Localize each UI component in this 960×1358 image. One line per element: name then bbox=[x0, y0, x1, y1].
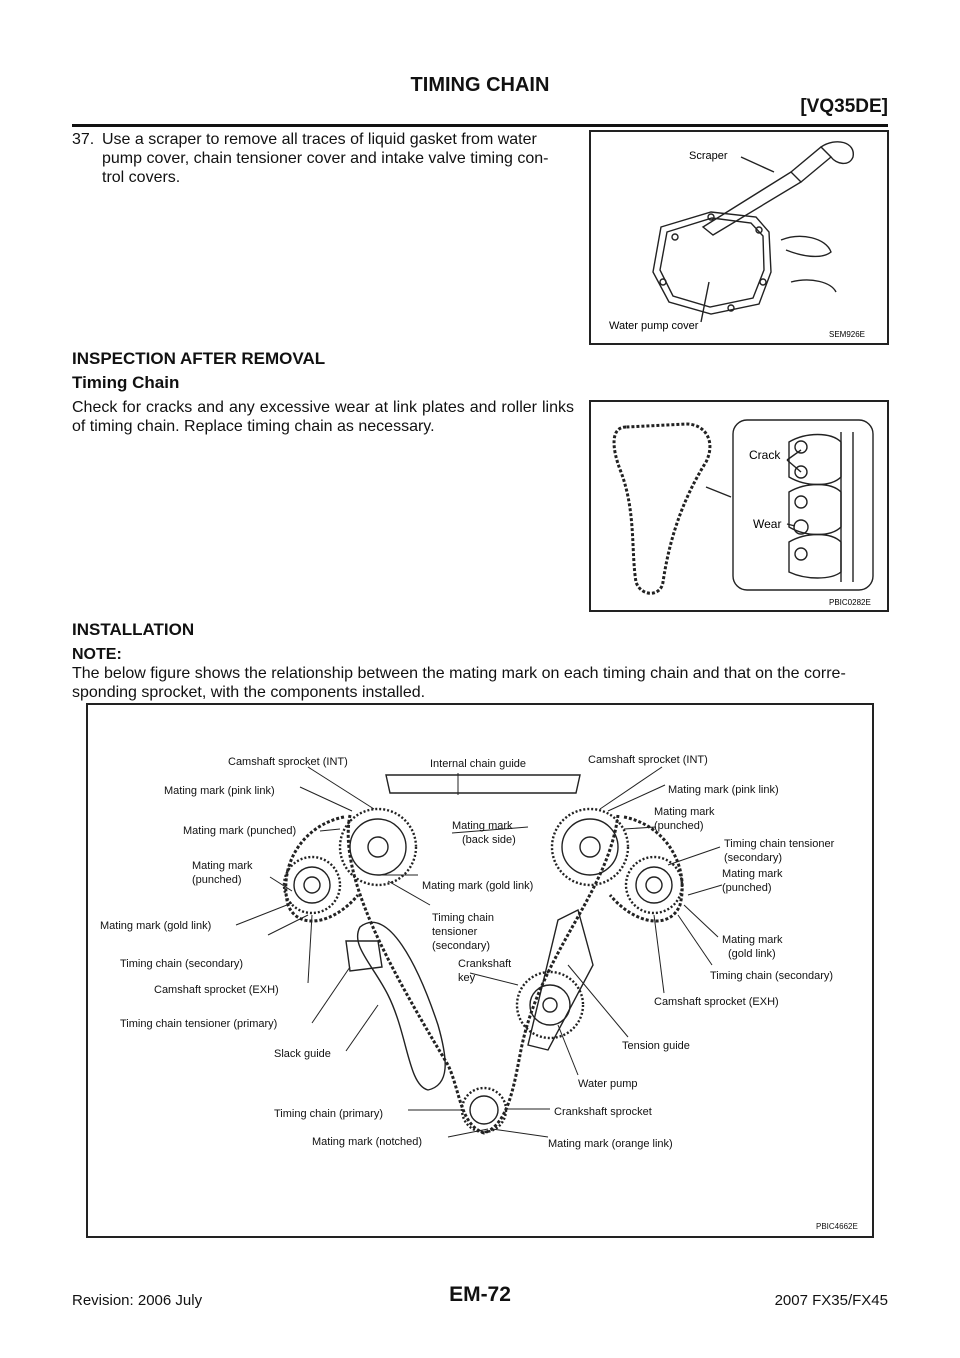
label-cam-int-right: Camshaft sprocket (INT) bbox=[588, 754, 708, 766]
label-mm-punched-r2-2: (punched) bbox=[722, 882, 772, 894]
crack-label: Crack bbox=[749, 448, 781, 462]
label-cam-int-left: Camshaft sprocket (INT) bbox=[228, 756, 348, 768]
timing-chain-figure bbox=[86, 703, 874, 1238]
label-tension-guide: Tension guide bbox=[622, 1040, 690, 1052]
footer-revision: Revision: 2006 July bbox=[72, 1292, 203, 1309]
scraper-label: Scraper bbox=[689, 150, 728, 162]
label-water-pump: Water pump bbox=[578, 1078, 638, 1090]
cam-sprocket-exh-right bbox=[626, 857, 682, 913]
inspection-text: Check for cracks and any excessive wear at link plates and roller links of timing chain. Replace timing chain as necessary. bbox=[72, 399, 574, 435]
label-internal-guide: Internal chain guide bbox=[430, 758, 527, 770]
chain-illustration bbox=[591, 402, 887, 610]
label-mm-gold-center: Mating mark (gold link) bbox=[422, 880, 534, 892]
label-mm-punched-l2-1: Mating mark bbox=[192, 860, 253, 872]
chain-inspection-figure bbox=[589, 400, 889, 612]
figure-code: PBIC4662E bbox=[816, 1222, 858, 1231]
step-37 bbox=[72, 130, 577, 187]
footer-page-number: EM-72 bbox=[449, 1283, 511, 1306]
label-mm-gold-left: Mating mark (gold link) bbox=[100, 920, 212, 932]
label-tens-sec-c-1: Timing chain bbox=[432, 912, 494, 924]
cam-sprocket-exh-left bbox=[284, 857, 340, 913]
label-mm-pink-left: Mating mark (pink link) bbox=[164, 785, 275, 797]
note-label: NOTE: bbox=[72, 646, 122, 663]
label-crank-key-1: Crankshaft bbox=[458, 958, 512, 970]
label-mm-notched: Mating mark (notched) bbox=[312, 1136, 423, 1148]
label-mm-punched-r2-1: Mating mark bbox=[722, 868, 783, 880]
scraper-figure bbox=[589, 130, 889, 345]
label-mm-gold-r-1: Mating mark bbox=[722, 934, 783, 946]
timing-chain-subheading: Timing Chain bbox=[72, 373, 180, 392]
label-crank-key-2: key bbox=[458, 972, 476, 984]
label-chain-sec-right: Timing chain (secondary) bbox=[710, 970, 834, 982]
note-text: The below figure shows the relationship between the mating mark on each timing chain and that on the corre-sponding sprocket, with the components installed. bbox=[72, 665, 846, 701]
label-mm-orange: Mating mark (orange link) bbox=[548, 1138, 673, 1150]
step-line-1: Use a scraper to remove all traces of liquid gasket from water bbox=[102, 131, 537, 148]
label-mm-punched-r1-2: (punched) bbox=[654, 820, 704, 832]
label-mm-gold-r-2: (gold link) bbox=[728, 948, 776, 960]
label-mm-punched-r1-1: Mating mark bbox=[654, 806, 715, 818]
label-tens-primary: Timing chain tensioner (primary) bbox=[120, 1018, 278, 1030]
inspection-heading: INSPECTION AFTER REMOVAL bbox=[72, 349, 326, 368]
scraper-illustration bbox=[591, 132, 887, 343]
label-mm-pink-right: Mating mark (pink link) bbox=[668, 784, 779, 796]
internal-chain-guide bbox=[386, 775, 580, 793]
water-pump-sprocket bbox=[517, 972, 583, 1038]
tension-guide bbox=[528, 910, 593, 1050]
timing-chain-diagram bbox=[88, 705, 872, 1236]
wear-label: Wear bbox=[753, 517, 782, 531]
label-chain-primary: Timing chain (primary) bbox=[274, 1108, 384, 1120]
label-tens-sec-c-3: (secondary) bbox=[432, 940, 491, 952]
installation-heading: INSTALLATION bbox=[72, 620, 195, 639]
label-chain-sec-left: Timing chain (secondary) bbox=[120, 958, 244, 970]
footer-model: 2007 FX35/FX45 bbox=[774, 1292, 888, 1309]
label-slack-guide: Slack guide bbox=[274, 1048, 331, 1060]
crankshaft-sprocket bbox=[462, 1088, 506, 1132]
label-crank-sprocket: Crankshaft sprocket bbox=[554, 1106, 652, 1118]
label-mm-punched-l2-2: (punched) bbox=[192, 874, 242, 886]
label-tens-sec-r-1: Timing chain tensioner bbox=[724, 838, 835, 850]
step-line-2: pump cover, chain tensioner cover and intake valve timing con- bbox=[102, 150, 549, 167]
step-number: 37. bbox=[72, 131, 95, 148]
label-tens-sec-r-2: (secondary) bbox=[724, 852, 783, 864]
cam-sprocket-int-left bbox=[340, 809, 416, 885]
label-cam-exh-right: Camshaft sprocket (EXH) bbox=[654, 996, 779, 1008]
label-cam-exh-left: Camshaft sprocket (EXH) bbox=[154, 984, 279, 996]
figure-code: PBIC0282E bbox=[829, 598, 871, 607]
label-tens-sec-c-2: tensioner bbox=[432, 926, 478, 938]
figure-code: SEM926E bbox=[829, 330, 866, 339]
label-mm-back-1: Mating mark bbox=[452, 820, 513, 832]
step-line-3: trol covers. bbox=[102, 169, 181, 186]
header-rule bbox=[72, 124, 888, 127]
water-pump-cover-label: Water pump cover bbox=[609, 320, 699, 332]
label-mm-punched-left1: Mating mark (punched) bbox=[183, 825, 297, 837]
page-title: TIMING CHAIN bbox=[410, 74, 550, 96]
label-mm-back-2: (back side) bbox=[462, 834, 516, 846]
engine-model: [VQ35DE] bbox=[800, 96, 888, 117]
